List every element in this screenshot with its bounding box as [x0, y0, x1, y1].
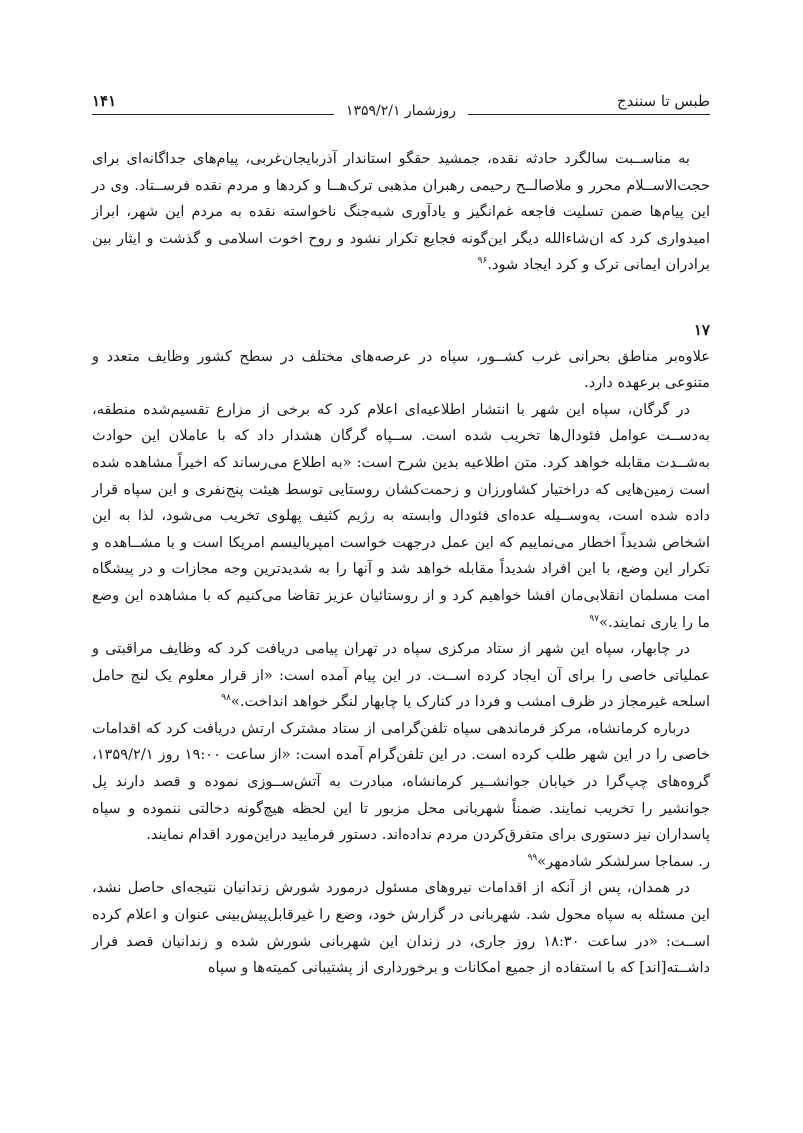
running-header: [92, 92, 710, 124]
paragraph: علاوه‌بر مناطق بحرانی غرب کشــور، سپاه در عرصه‌های مختلف در سطح کشور وظایف متعدد و متنوعی برعهده دارد.: [92, 347, 710, 392]
paragraph: درباره کرمانشاه، مرکز فرماندهی سپاه تلفن‌گرامی از ستاد مشترک ارتش دریافت کرد که اقدامات خاصی را در این شهر طلب کرده است. در این تلفن‌گرام آمده است: «از ساعت ۱۹:۰۰ روز ۱۳۵۹/۲/۱، گروه‌های چپ‌گرا در خیابان جوانشــیر کرمانشاه، مبادرت به آتش‌ســوزی نموده و قصد دارند پل جوانشیر را تخریب نمایند. ضمناً شهربانی محل مزبور تا این لحظه هیچ‌گونه دخالتی ننموده و سپاه پاسداران نیز دستوری برای متفرق‌کردن مردم نداده‌اند. دستور فرمایید دراین‌مورد اقدام نمایند.: [92, 719, 711, 844]
section-number: ۱۷: [693, 320, 710, 339]
body-text: [92, 146, 710, 982]
diary-date: روزشمار ۱۳۵۹/۲/۱: [334, 103, 468, 119]
paragraph: در همدان، پس از آنکه از اقدامات نیروهای مسئول درمورد شورش زندانیان نتیجه‌ای حاصل نشد، این مسئله به سپاه محول شد. شهربانی در گزارش خود، وضع را غیرقابل‌پیش‌بینی عنوان و اعلام کرده اســت: «در ساعت ۱۸:۳۰ روز جاری، در زندان این شهربانی شورش شده و زندانیان قصد فرار داشــته[اند] که با استفاده از جمیع امکانات و برخورداری از پشتیبانی کمیته‌ها و سپاه: [92, 879, 710, 977]
telegram-signature: ر. سماجا سرلشکر شادمهر»$^{۹۹}$: [527, 852, 710, 870]
footnote-ref: ۹۶: [477, 256, 488, 267]
paragraph: در چابهار، سپاه این شهر از ستاد مرکزی سپاه در تهران پیامی دریافت کرد که وظایف مراقبتی و عملیاتی خاصی را برای آن ایجاد کرده اســت. در این پیام آمده است: «از قرار معلوم یک لنج حامل اسلحه غیرمجاز در ظرف امشب و فردا در کنارک یا چابهار لنگر خواهد انداخت.»$^{۹۸}$: [92, 640, 710, 711]
footnote-ref: ۹۷: [589, 613, 600, 624]
footnote-ref: ۹۹: [527, 852, 538, 863]
page-number: ۱۴۱: [92, 92, 117, 110]
paragraph: در گرگان، سپاه این شهر با انتشار اطلاعیه‌ای اعلام کرد که برخی از مزارع تقسیم‌شده منطقه، به‌دســت عوامل فئودال‌ها تخریب شده است. ســپاه گرگان هشدار داد که با عاملان این حوادث به‌شــدت مقابله خواهد کرد. متن اطلاعیه بدین شرح است: «به اطلاع می‌رساند که اخیراً مشاهده شده است زمین‌هایی که دراختیار کشاورزان و زحمت‌کشان روستایی توسط هیئت پنج‌نفری و این سپاه قرار داده شده است، به‌وســیله عده‌ای فئودال وابسته به رژیم کثیف پهلوی تخریب می‌شود، لذا به این اشخاص شدیداً اخطار می‌نماییم که این عمل درجهت خواست امپریالیسم امریکا است و با مشــاهده و تکرار این وضع، با این افراد شدیداً مقابله خواهد شد و آنها را به شدیدترین وجه مجازات و در پیشگاه امت مسلمان انقلابی‌مان افشا خواهیم کرد و از روستائیان عزیز تقاضا می‌کنیم که با مشاهده این وضع ما را یاری نمایند.»$^{۹۷}$: [92, 400, 710, 631]
footnote-ref: ۹۸: [221, 693, 231, 704]
paragraph: به مناســبت سالگرد حادثه نقده، جمشید حقگو استاندار آذربایجان‌غربی، پیام‌های جداگانه‌ای برای حجت‌الاســلام محرر و ملاصالــح رحیمی رهبران مذهبی ترک‌هــا و کردها و مردم نقده فرســتاد. وی در این پیام‌ها ضمن تسلیت فاجعه غم‌انگیز و یادآوری شبه‌جنگ ناخواسته نقده به مردم این شهر، ابراز امیدواری کرد که ان‌شاءالله دیگر این‌گونه فجایع تکرار نشود و روح اخوت اسلامی و گذشت و ایثار بین برادران ایمانی ترک و کرد ایجاد شود.$^{۹۶}$: [92, 150, 710, 274]
book-title: طبس تا سنندج: [616, 92, 710, 110]
